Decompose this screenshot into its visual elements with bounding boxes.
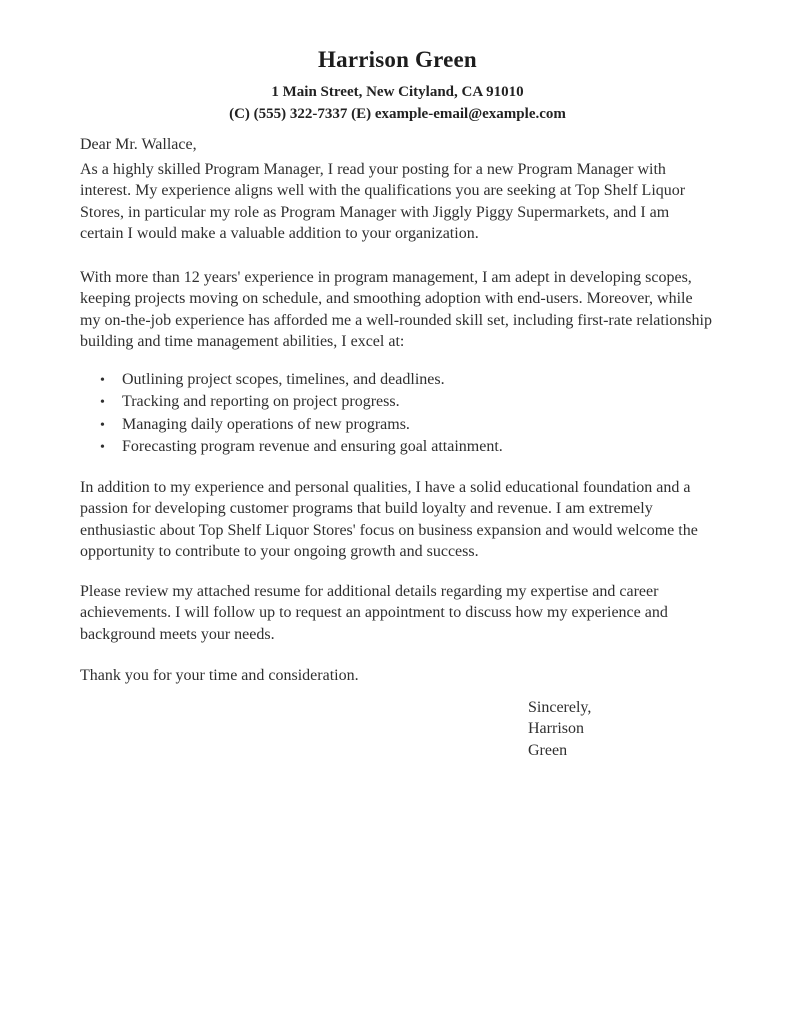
list-item-text: Managing daily operations of new programs.: [122, 415, 410, 433]
paragraph-thanks: Thank you for your time and consideration.: [80, 667, 359, 684]
address-line: 1 Main Street, New Cityland, CA 91010: [271, 84, 524, 100]
bullet-icon: •: [100, 395, 105, 410]
list-item-text: Forecasting program revenue and ensuring goal attainment.: [122, 438, 503, 455]
skills-list: [80, 369, 715, 459]
bullet-icon: •: [100, 440, 105, 455]
bullet-icon: •: [100, 417, 105, 433]
list-item: [100, 414, 715, 437]
list-item-text: Tracking and reporting on project progress.: [122, 393, 400, 410]
letter-header: [80, 46, 715, 124]
signature-last-name: Green: [528, 741, 568, 759]
paragraph-education: In addition to my experience and personal qualities, I have a solid educational foundation and a passion for developing customer programs that build loyalty and revenue. I am extremely enthusiastic about Top Shelf Liquor Stores' focus on business expansion and would welcome the opportunity to contribute to your ongoing growth and success.: [80, 478, 698, 560]
closing-valediction: Sincerely,: [528, 698, 592, 716]
contact-line: (C) (555) 322-7337 (E) example-email@example.com: [229, 106, 566, 122]
closing-block: [528, 697, 715, 762]
letter-body: [80, 134, 715, 761]
list-item-text: Outlining project scopes, timelines, and deadlines.: [122, 370, 445, 388]
paragraph-followup: Please review my attached resume for additional details regarding my expertise and career achievements. I will follow up to request an appointment to discuss how my experience and background meets your needs.: [80, 582, 668, 643]
paragraph-intro: As a highly skilled Program Manager, I read your posting for a new Program Manager with interest. My experience aligns well with the qualifications you are seeking at Top Shelf Liquor Stores, in particular my role as Program Manager with Jiggly Piggy Supermarkets, and I am certain I would make a valuable addition to your organization.: [80, 160, 686, 242]
page-title: Harrison Green: [318, 47, 477, 72]
paragraph-experience: With more than 12 years' experience in program management, I am adept in developing scopes, keeping projects moving on schedule, and smoothing adoption with end-users. Moreover, while my on-the-job experience has afforded me a well-rounded skill set, including first-rate relationship building and time management abilities, I excel at:: [80, 268, 712, 350]
list-item: [100, 436, 715, 459]
list-item: [100, 369, 715, 392]
bullet-icon: •: [100, 372, 105, 388]
signature-first-name: Harrison: [528, 720, 584, 737]
list-item: [100, 391, 715, 414]
salutation: Dear Mr. Wallace,: [80, 136, 197, 153]
